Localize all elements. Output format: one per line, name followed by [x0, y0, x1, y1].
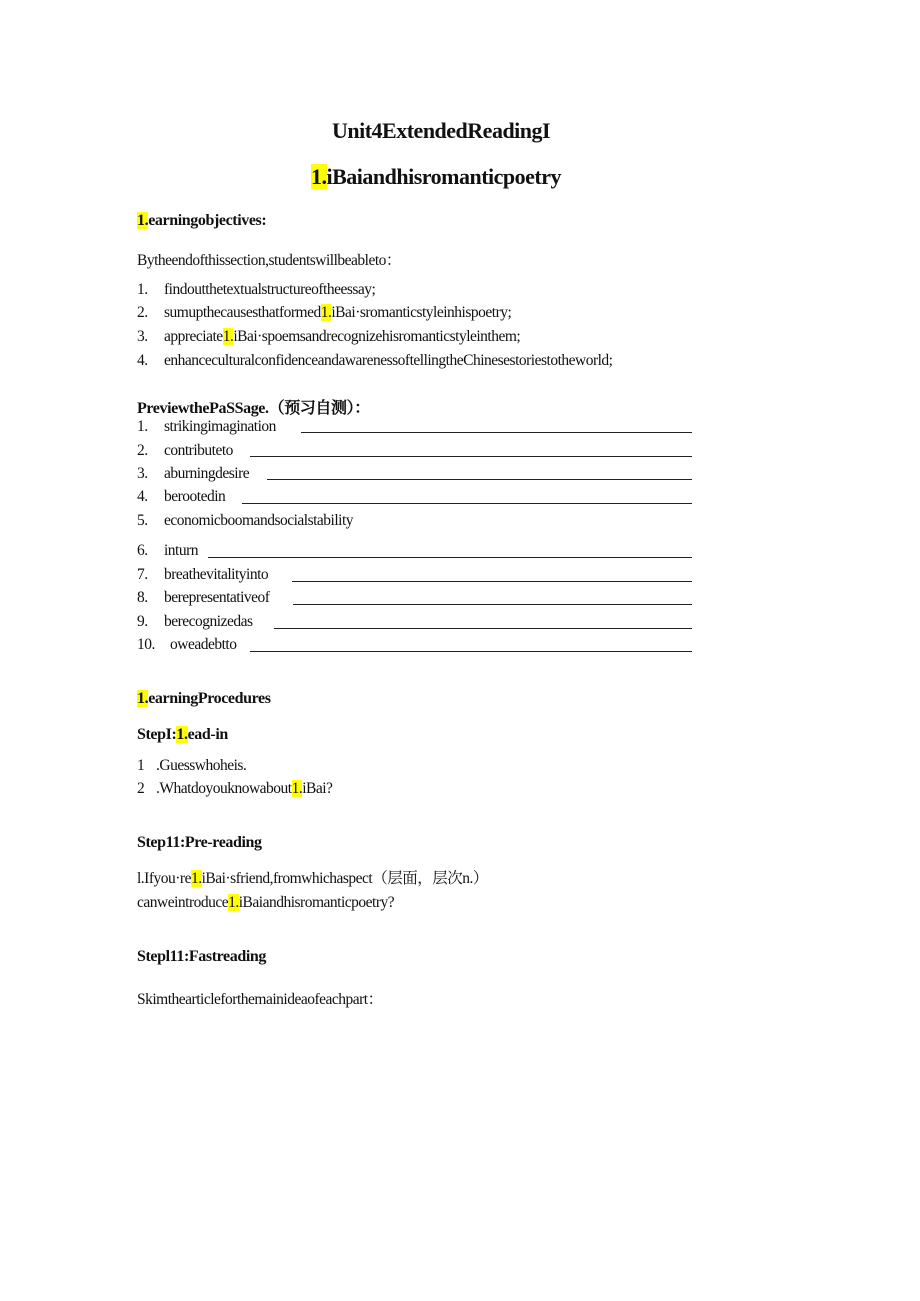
item-number: 8. [137, 589, 148, 606]
highlight: 1. [137, 212, 149, 229]
item-text: .Whatdoyouknowabout [156, 780, 292, 797]
preview-item [137, 542, 198, 560]
highlight: 1. [291, 780, 303, 797]
procedures-heading [137, 690, 271, 708]
item-text: berepresentativeof [164, 589, 270, 606]
item-number: 4. [137, 352, 148, 369]
item-text: aburningdesire [164, 465, 250, 482]
preview-heading: PreviewthePaSSage.（预习自测）： [137, 400, 370, 417]
highlight: 1. [190, 870, 202, 887]
answer-blank[interactable] [250, 651, 692, 652]
item-text: economicboomandsocialstability [164, 512, 354, 529]
item-number: 1. [137, 418, 148, 435]
item-number: 1 [137, 757, 145, 774]
question-text: l.Ifyou·re [137, 870, 191, 887]
highlight: 1. [176, 726, 188, 743]
item-number: 10. [137, 636, 155, 653]
answer-blank[interactable] [242, 503, 692, 504]
step2-question [137, 866, 488, 888]
answer-blank[interactable] [208, 557, 692, 558]
highlight: 1. [137, 690, 149, 707]
step1-heading [137, 726, 228, 744]
preview-item [137, 512, 353, 530]
item-text: sumupthecausesthatformed [164, 304, 321, 321]
step1-item [137, 757, 246, 775]
objective-item [137, 352, 612, 370]
item-text: iBai·spoemsandrecognizehisromanticstyleinthem; [233, 328, 521, 345]
heading-text: StepI: [137, 726, 177, 743]
preview-item [137, 488, 225, 506]
page-title: Unit4ExtendedReadingI [332, 118, 551, 143]
preview-item [137, 566, 268, 584]
preview-item [137, 465, 249, 483]
item-text: appreciate [164, 328, 223, 345]
item-number: 3. [137, 328, 148, 345]
subtitle-text: iBaiandhisromanticpoetry [326, 164, 562, 189]
item-text: iBai? [302, 780, 333, 797]
item-number: 6. [137, 542, 148, 559]
answer-blank[interactable] [250, 456, 692, 457]
item-number: 3. [137, 465, 148, 482]
objectives-heading [137, 212, 266, 230]
item-text: berootedin [164, 488, 226, 505]
objective-item [137, 281, 375, 299]
item-number: 5. [137, 512, 148, 529]
item-text: enhanceculturalconfidenceandawarenessoftellingtheChinesestoriestotheworld; [164, 352, 613, 369]
objective-item [137, 304, 511, 322]
item-text: contributeto [164, 442, 233, 459]
objectives-intro: Bytheendofthissection,studentswillbeableto： [137, 252, 401, 269]
item-text: iBai·sromanticstyleinhispoetry; [331, 304, 512, 321]
item-number: 2 [137, 780, 145, 797]
answer-blank[interactable] [292, 581, 692, 582]
highlight: 1. [228, 894, 239, 911]
item-number: 7. [137, 566, 148, 583]
item-text: breathevitalityinto [164, 566, 269, 583]
item-text: oweadebtto [170, 636, 237, 653]
step1-item [137, 780, 332, 798]
heading-text: earningobjectives: [148, 212, 267, 229]
item-text: findoutthetextualstructureoftheessay; [164, 281, 376, 298]
item-number: 4. [137, 488, 148, 505]
preview-item [137, 442, 233, 460]
preview-item [137, 636, 236, 654]
item-number: 2. [137, 304, 148, 321]
highlight: 1. [320, 304, 332, 321]
highlight: 1. [222, 328, 234, 345]
item-number: 1. [137, 281, 148, 298]
preview-item [137, 613, 253, 631]
step2-question-cont [137, 894, 394, 912]
answer-blank[interactable] [293, 604, 692, 605]
answer-blank[interactable] [274, 628, 692, 629]
question-text: canweintroduce [137, 894, 229, 911]
step3-instruction: Skimthearticleforthemainideaofeachpart： [137, 991, 383, 1008]
answer-blank[interactable] [267, 479, 692, 480]
item-text: berecognizedas [164, 613, 253, 630]
question-text: iBai·sfriend,fromwhichaspect（层面，层次n.） [201, 870, 488, 887]
answer-blank[interactable] [301, 432, 692, 433]
question-text: iBaiandhisromanticpoetry? [238, 894, 395, 911]
preview-item [137, 418, 276, 436]
step2-heading: Step11:Pre-reading [137, 834, 262, 851]
objective-item [137, 328, 520, 346]
item-number: 2. [137, 442, 148, 459]
item-text: .Guesswhoheis. [156, 757, 247, 774]
step3-heading: Stepl11:Fastreading [137, 948, 267, 965]
heading-text: ead-in [187, 726, 228, 743]
page-subtitle [311, 164, 561, 190]
preview-item [137, 589, 269, 607]
heading-text: earningProcedures [148, 690, 271, 707]
highlight: 1. [311, 164, 327, 189]
item-number: 9. [137, 613, 148, 630]
item-text: inturn [164, 542, 199, 559]
item-text: strikingimagination [164, 418, 276, 435]
